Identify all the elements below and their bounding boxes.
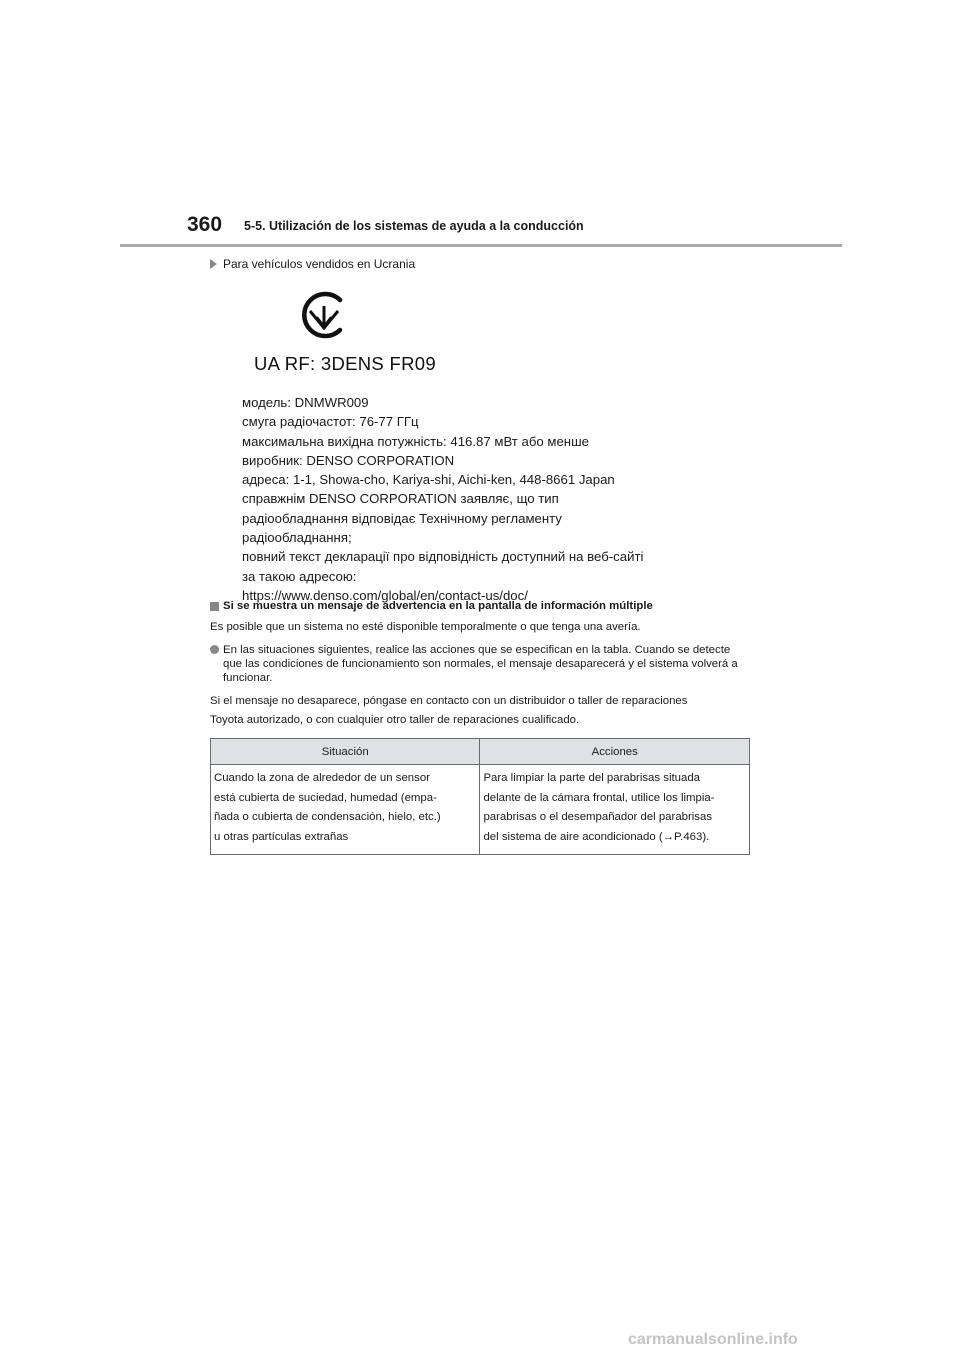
declaration-url: https://www.denso.com/global/en/contact-us/doc/ [242, 587, 528, 603]
table-row [211, 765, 750, 855]
intro-paragraph: Es posible que un sistema no esté disponible temporalmente o que tenga una avería. [210, 621, 641, 633]
cell-line: está cubierta de suciedad, humedad (empa- [214, 791, 437, 804]
contact-paragraph-line-2: Toyota autorizado, o con cualquier otro taller de reparaciones cualificado. [210, 714, 580, 726]
circle-bullet-icon [210, 645, 219, 654]
cell-line: Para limpiar la parte del parabrisas situada [483, 772, 700, 784]
warning-section-heading [210, 600, 653, 612]
cell-line: u otras partículas extrañas [214, 830, 349, 843]
ua-rf-code: UA RF: 3DENS FR09 [254, 353, 436, 374]
watermark: carmanualsonline.info [628, 1331, 798, 1348]
cell-line: del sistema de aire acondicionado (→P.463). [483, 830, 710, 843]
cell-line: ñada o cubierta de condensación, hielo, etc.) [214, 811, 441, 823]
label-line: максимальна вихідна потужність: 416.87 мВт або менше [242, 433, 589, 449]
bullet-item [210, 643, 750, 685]
arrow-right-icon [210, 259, 217, 269]
label-line: справжнім DENSO CORPORATION заявляє, що тип [242, 491, 559, 507]
section-title: 5-5. Utilización de los sistemas de ayuda a la conducción [244, 219, 584, 233]
declaration-text [242, 393, 643, 605]
ukraine-conformity-mark-icon [298, 289, 350, 341]
label-line: радіообладнання відповідає Технічному регламенту [242, 510, 562, 526]
sub-heading-text: Para vehículos vendidos en Ucrania [223, 257, 416, 271]
ukraine-label [240, 285, 720, 603]
column-header-actions: Acciones [480, 739, 750, 765]
label-line: модель: DNMWR009 [242, 395, 369, 410]
table-header-row [211, 739, 750, 765]
situation-cell [211, 765, 480, 855]
situation-actions-table [210, 738, 750, 855]
cell-line: parabrisas o el desempañador del parabrisas [483, 811, 713, 823]
header-divider [120, 244, 842, 247]
label-line: виробник: DENSO CORPORATION [242, 452, 455, 468]
column-header-situation: Situación [211, 739, 480, 765]
label-line: адреса: 1-1, Showa-cho, Kariya-shi, Aichi-ken, 448-8661 Japan [242, 472, 615, 488]
cell-line: delante de la cámara frontal, utilice los limpia- [483, 791, 715, 804]
label-line: за такою адресою: [242, 568, 357, 584]
bullet-text: En las situaciones siguientes, realice las acciones que se especifican en la tabla. Cuando se detecte que las condiciones de funcionamiento son normales, el mensaje desaparecerá y el sistema volverá a funcionar. [223, 644, 738, 684]
page-number: 360 [187, 213, 223, 236]
label-line: повний текст декларації про відповідність доступний на веб-сайті [242, 549, 644, 565]
label-line: радіообладнання; [242, 530, 352, 546]
contact-paragraph-line-1: Si el mensaje no desaparece, póngase en contacto con un distribuidor o taller de reparaciones [210, 695, 688, 707]
sub-heading-ukraine [210, 257, 415, 271]
cell-line: Cuando la zona de alrededor de un sensor [214, 772, 430, 784]
square-bullet-icon [210, 602, 219, 611]
label-line: смуга радіочастот: 76-77 ГГц [242, 414, 419, 430]
actions-cell [480, 765, 750, 855]
warning-heading-text: Si se muestra un mensaje de advertencia en la pantalla de información múltiple [223, 600, 653, 612]
